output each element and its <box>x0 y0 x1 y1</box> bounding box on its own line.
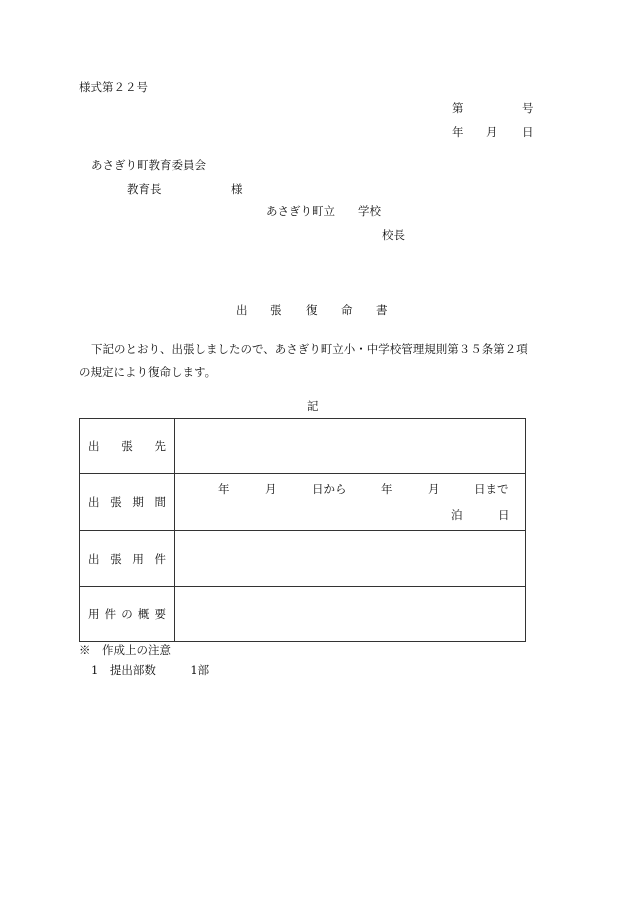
addressee-sama: 様 <box>231 182 243 196</box>
label-char: 用 <box>132 551 144 566</box>
label-char: 張 <box>121 439 133 453</box>
table-row-business <box>80 531 526 587</box>
label-char: 出 <box>88 439 100 453</box>
body-line-2: の規定により復命します。 <box>79 365 217 379</box>
body-line-1: 下記のとおり、出張しましたので、あさぎり町立小・中学校管理規則第３５条第２項 <box>91 342 528 356</box>
label-summary <box>80 587 175 642</box>
date-year: 年 <box>452 125 464 139</box>
label-business <box>80 531 175 587</box>
sender-principal: 校長 <box>382 228 405 242</box>
value-business[interactable] <box>175 531 526 587</box>
label-char: 期 <box>132 495 144 509</box>
date-month: 月 <box>486 125 498 139</box>
notes-item-1: 1 提出部数 1部 <box>91 663 210 677</box>
title-char-5: 書 <box>376 303 388 317</box>
title-char-4: 命 <box>341 303 353 317</box>
label-char: 概 <box>137 607 150 621</box>
label-char: 出 <box>88 551 100 566</box>
form-number: 様式第２２号 <box>79 80 148 94</box>
title-char-2: 張 <box>270 303 282 317</box>
notes-heading: ※ 作成上の注意 <box>79 643 171 657</box>
value-period[interactable] <box>175 474 526 531</box>
period-year-1: 年 <box>218 482 230 496</box>
table-row-summary <box>80 587 526 642</box>
label-destination <box>80 419 175 474</box>
sender-school: あさぎり町立 学校 <box>266 204 381 218</box>
label-period <box>80 474 175 531</box>
label-char: 件 <box>104 607 117 621</box>
label-char: 張 <box>110 551 122 566</box>
doc-number-dai: 第 <box>452 101 464 115</box>
ki-label: 記 <box>307 399 319 413</box>
date-day: 日 <box>522 125 534 139</box>
value-destination[interactable] <box>175 419 526 474</box>
value-summary[interactable] <box>175 587 526 642</box>
label-char: 張 <box>110 495 122 509</box>
label-char: の <box>121 607 133 621</box>
label-char: 件 <box>154 551 166 566</box>
period-nights: 泊 <box>451 508 463 522</box>
label-char: 先 <box>154 439 166 453</box>
table-row-period <box>80 474 526 531</box>
report-table <box>79 418 526 642</box>
period-from: 日から <box>312 482 347 496</box>
addressee-superintendent: 教育長 <box>127 182 162 196</box>
label-char: 要 <box>154 607 166 621</box>
table-row-destination <box>80 419 526 474</box>
title-char-3: 復 <box>306 303 318 317</box>
addressee-board: あさぎり町教育委員会 <box>91 158 206 172</box>
period-month-1: 月 <box>265 482 277 496</box>
label-char: 用 <box>88 607 100 621</box>
period-year-2: 年 <box>381 482 393 496</box>
title-char-1: 出 <box>236 303 248 317</box>
doc-number-go: 号 <box>522 101 534 115</box>
period-until: 日まで <box>474 482 509 496</box>
period-days: 日 <box>498 508 510 522</box>
period-month-2: 月 <box>428 482 440 496</box>
label-char: 出 <box>88 495 100 509</box>
label-char: 間 <box>154 495 166 509</box>
